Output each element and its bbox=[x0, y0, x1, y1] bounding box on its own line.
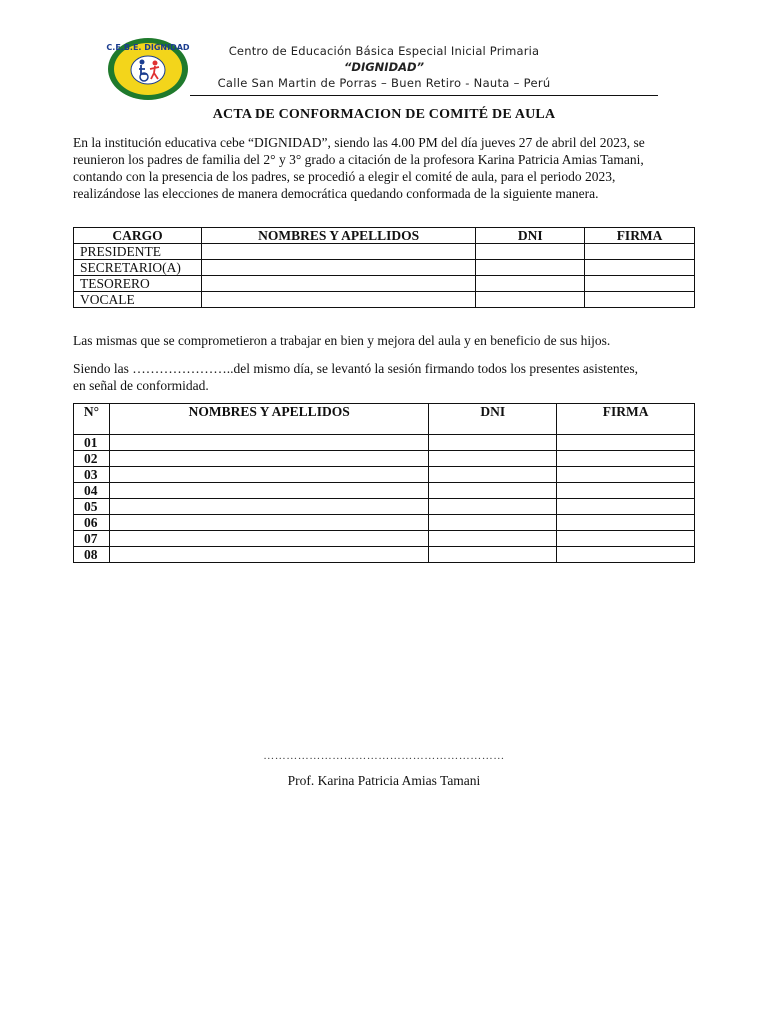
attendance-signature-cell[interactable] bbox=[557, 467, 695, 483]
attendance-signature-cell[interactable] bbox=[557, 435, 695, 451]
attendance-name-cell[interactable] bbox=[109, 515, 428, 531]
committee-signature-cell[interactable] bbox=[585, 260, 695, 276]
attendance-header-firma: FIRMA bbox=[557, 404, 695, 435]
attendance-name-cell[interactable] bbox=[109, 451, 428, 467]
attendance-header-number: N° bbox=[74, 404, 110, 435]
school-logo-icon bbox=[106, 36, 190, 102]
attendance-number: 06 bbox=[74, 515, 110, 531]
closing-paragraph bbox=[73, 360, 673, 394]
committee-table bbox=[73, 227, 695, 308]
committee-row bbox=[74, 292, 695, 308]
attendance-dni-cell[interactable] bbox=[429, 435, 557, 451]
attendance-name-cell[interactable] bbox=[109, 547, 428, 563]
document-title: ACTA DE CONFORMACION DE COMITÉ DE AULA bbox=[212, 107, 556, 122]
signatory-name: Prof. Karina Patricia Amias Tamani bbox=[287, 773, 481, 788]
committee-row bbox=[74, 276, 695, 292]
attendance-row bbox=[74, 467, 695, 483]
committee-name-cell[interactable] bbox=[201, 260, 475, 276]
attendance-row bbox=[74, 515, 695, 531]
intro-paragraph: En la institución educativa cebe “DIGNIDAD”, siendo las 4.00 PM del día jueves 27 de abril del 2023, se reunieron los padres de familia del 2° y 3° grado a citación de la profesora Karina Patricia Amias Tamani, contando con la presencia de los padres, se procedió a elegir el comité de aula, para el periodo 2023, realizándose las elecciones de manera democrática quedando conformada de la siguiente manera. bbox=[73, 135, 645, 201]
attendance-name-cell[interactable] bbox=[109, 499, 428, 515]
school-name: “DIGNIDAD” bbox=[344, 60, 424, 74]
school-address: Calle San Martin de Porras – Buen Retiro - Nauta – Perú bbox=[217, 76, 551, 90]
attendance-name-cell[interactable] bbox=[109, 435, 428, 451]
committee-header-names: NOMBRES Y APELLIDOS bbox=[201, 228, 475, 244]
signature-line: ……………………………………………………… bbox=[263, 750, 505, 762]
attendance-name-cell[interactable] bbox=[109, 467, 428, 483]
attendance-row bbox=[74, 499, 695, 515]
attendance-number: 03 bbox=[74, 467, 110, 483]
attendance-name-cell[interactable] bbox=[109, 483, 428, 499]
attendance-dni-cell[interactable] bbox=[429, 483, 557, 499]
attendance-signature-cell[interactable] bbox=[557, 499, 695, 515]
committee-role: VOCALE bbox=[74, 292, 202, 308]
committee-row bbox=[74, 260, 695, 276]
attendance-number: 05 bbox=[74, 499, 110, 515]
committee-signature-cell[interactable] bbox=[585, 244, 695, 260]
attendance-signature-cell[interactable] bbox=[557, 451, 695, 467]
committee-name-cell[interactable] bbox=[201, 244, 475, 260]
logo-text: C.E.B.E. DIGNIDAD bbox=[106, 43, 190, 52]
attendance-dni-cell[interactable] bbox=[429, 499, 557, 515]
school-logo bbox=[106, 36, 190, 102]
school-line: Centro de Educación Básica Especial Inicial Primaria bbox=[228, 44, 540, 58]
attendance-row bbox=[74, 435, 695, 451]
closing-line-2: en señal de conformidad. bbox=[73, 378, 209, 393]
attendance-row bbox=[74, 531, 695, 547]
attendance-header-row bbox=[74, 404, 695, 435]
attendance-signature-cell[interactable] bbox=[557, 483, 695, 499]
committee-dni-cell[interactable] bbox=[476, 276, 585, 292]
committee-header-row bbox=[74, 228, 695, 244]
committee-name-cell[interactable] bbox=[201, 292, 475, 308]
attendance-row bbox=[74, 483, 695, 499]
committee-role: SECRETARIO(A) bbox=[74, 260, 202, 276]
committee-dni-cell[interactable] bbox=[476, 292, 585, 308]
attendance-name-cell[interactable] bbox=[109, 531, 428, 547]
attendance-header-names: NOMBRES Y APELLIDOS bbox=[109, 404, 428, 435]
attendance-number: 04 bbox=[74, 483, 110, 499]
attendance-number: 08 bbox=[74, 547, 110, 563]
committee-signature-cell[interactable] bbox=[585, 292, 695, 308]
attendance-header-dni: DNI bbox=[429, 404, 557, 435]
committee-name-cell[interactable] bbox=[201, 276, 475, 292]
committee-dni-cell[interactable] bbox=[476, 260, 585, 276]
committee-signature-cell[interactable] bbox=[585, 276, 695, 292]
attendance-signature-cell[interactable] bbox=[557, 515, 695, 531]
attendance-row bbox=[74, 451, 695, 467]
committee-header-cargo: CARGO bbox=[74, 228, 202, 244]
committee-row bbox=[74, 244, 695, 260]
committee-role: TESORERO bbox=[74, 276, 202, 292]
attendance-dni-cell[interactable] bbox=[429, 531, 557, 547]
letterhead bbox=[200, 43, 568, 91]
committee-header-dni: DNI bbox=[476, 228, 585, 244]
closing-line-1: Siendo las …………………..del mismo día, se levantó la sesión firmando todos los presentes asistentes, bbox=[73, 361, 639, 376]
attendance-row bbox=[74, 547, 695, 563]
attendance-dni-cell[interactable] bbox=[429, 515, 557, 531]
committee-header-firma: FIRMA bbox=[585, 228, 695, 244]
attendance-number: 01 bbox=[74, 435, 110, 451]
attendance-signature-cell[interactable] bbox=[557, 547, 695, 563]
commitment-paragraph: Las mismas que se comprometieron a trabajar en bien y mejora del aula y en beneficio de sus hijos. bbox=[73, 333, 611, 348]
header-divider bbox=[190, 95, 658, 96]
committee-role: PRESIDENTE bbox=[74, 244, 202, 260]
attendance-table bbox=[73, 403, 695, 563]
attendance-signature-cell[interactable] bbox=[557, 531, 695, 547]
attendance-dni-cell[interactable] bbox=[429, 451, 557, 467]
attendance-number: 02 bbox=[74, 451, 110, 467]
attendance-dni-cell[interactable] bbox=[429, 547, 557, 563]
attendance-number: 07 bbox=[74, 531, 110, 547]
attendance-dni-cell[interactable] bbox=[429, 467, 557, 483]
committee-dni-cell[interactable] bbox=[476, 244, 585, 260]
